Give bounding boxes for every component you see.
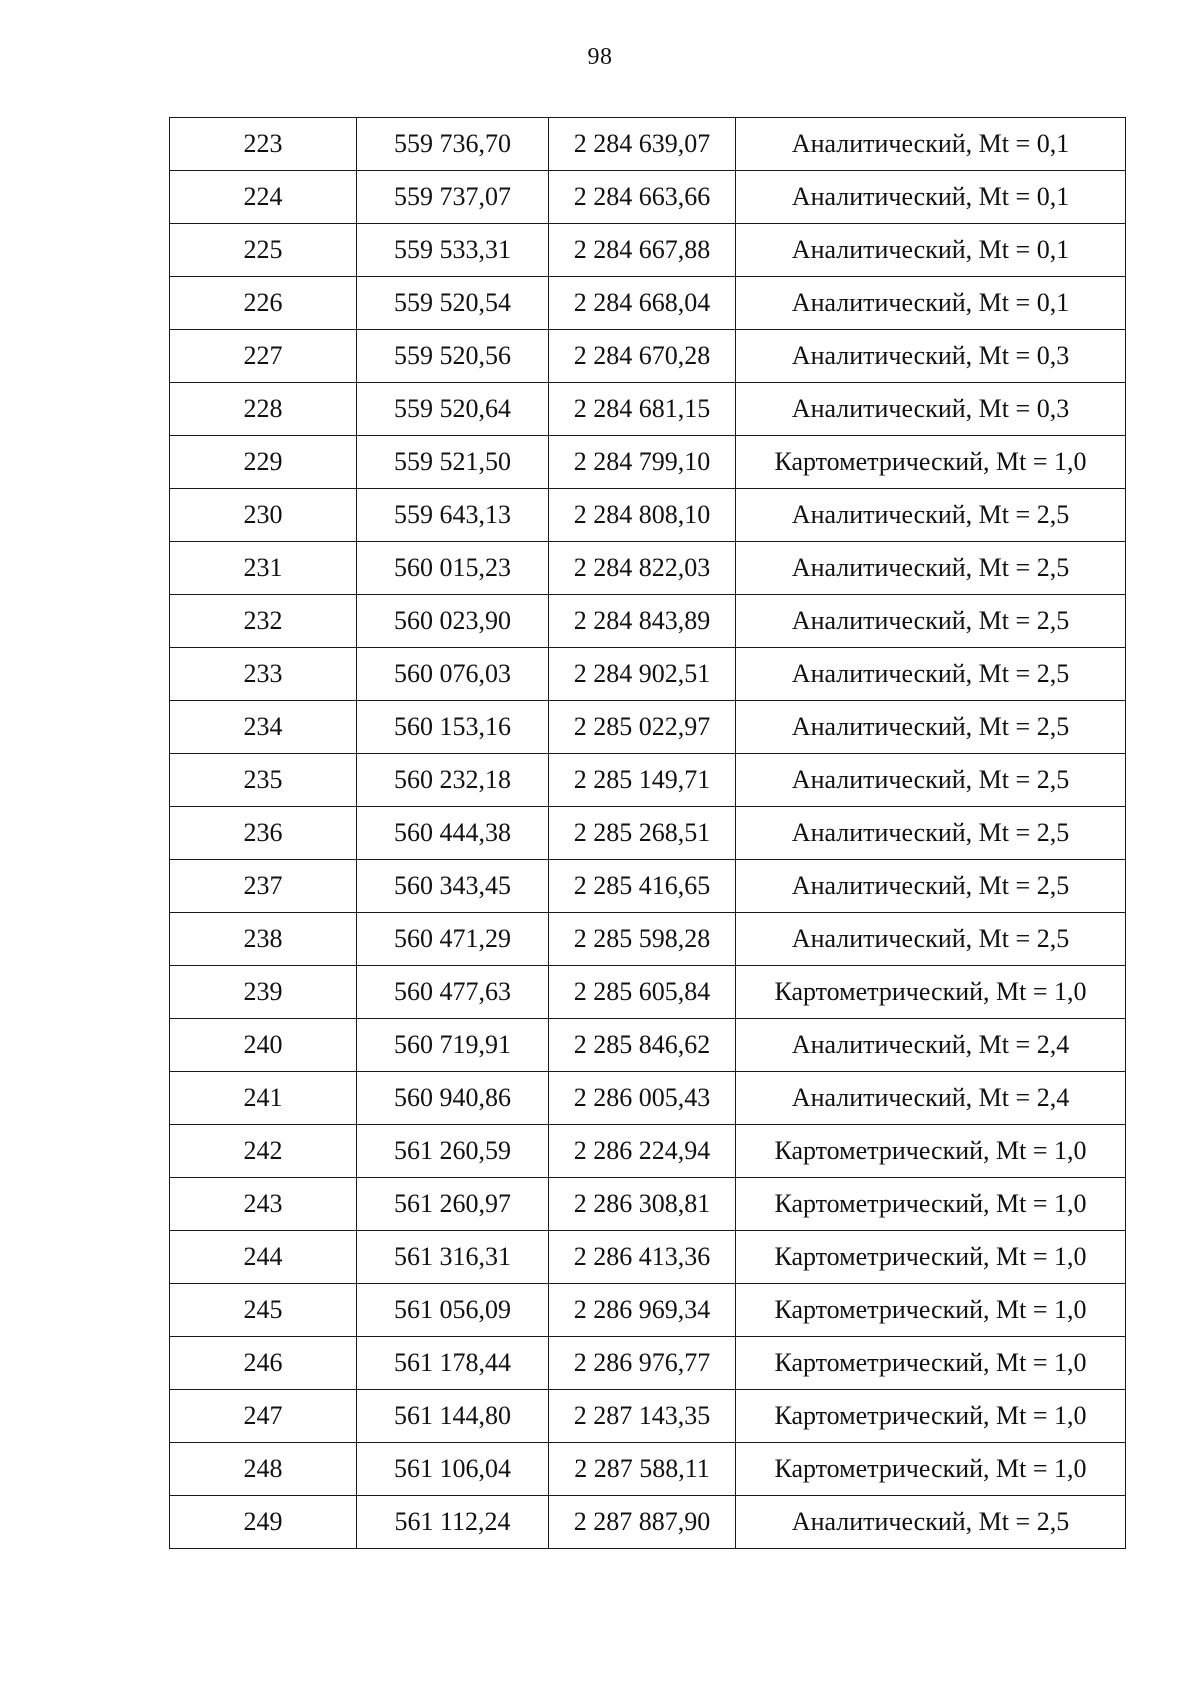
point-number-cell: 245 (170, 1284, 357, 1337)
method-cell: Картометрический, Mt = 1,0 (736, 1125, 1126, 1178)
point-number-cell: 246 (170, 1337, 357, 1390)
method-cell: Картометрический, Mt = 1,0 (736, 1443, 1126, 1496)
method-cell: Аналитический, Mt = 2,5 (736, 542, 1126, 595)
method-cell: Картометрический, Mt = 1,0 (736, 1390, 1126, 1443)
x-coordinate-cell: 559 521,50 (357, 436, 549, 489)
y-coordinate-cell: 2 285 416,65 (549, 860, 736, 913)
table-row (170, 224, 1126, 277)
table-row (170, 1072, 1126, 1125)
x-coordinate-cell: 561 260,97 (357, 1178, 549, 1231)
point-number-cell: 243 (170, 1178, 357, 1231)
table-row (170, 966, 1126, 1019)
y-coordinate-cell: 2 285 598,28 (549, 913, 736, 966)
coordinates-table (169, 117, 1126, 1549)
table-row (170, 1178, 1126, 1231)
method-cell: Аналитический, Mt = 2,5 (736, 648, 1126, 701)
y-coordinate-cell: 2 286 413,36 (549, 1231, 736, 1284)
y-coordinate-cell: 2 285 022,97 (549, 701, 736, 754)
y-coordinate-cell: 2 284 808,10 (549, 489, 736, 542)
table-row (170, 542, 1126, 595)
point-number-cell: 244 (170, 1231, 357, 1284)
x-coordinate-cell: 561 144,80 (357, 1390, 549, 1443)
x-coordinate-cell: 561 178,44 (357, 1337, 549, 1390)
x-coordinate-cell: 559 736,70 (357, 118, 549, 171)
y-coordinate-cell: 2 284 670,28 (549, 330, 736, 383)
point-number-cell: 224 (170, 171, 357, 224)
table-row (170, 1125, 1126, 1178)
point-number-cell: 233 (170, 648, 357, 701)
point-number-cell: 226 (170, 277, 357, 330)
y-coordinate-cell: 2 286 005,43 (549, 1072, 736, 1125)
y-coordinate-cell: 2 285 846,62 (549, 1019, 736, 1072)
table-row (170, 1231, 1126, 1284)
x-coordinate-cell: 560 471,29 (357, 913, 549, 966)
method-cell: Аналитический, Mt = 2,5 (736, 489, 1126, 542)
method-cell: Аналитический, Mt = 2,5 (736, 701, 1126, 754)
table-row (170, 1337, 1126, 1390)
table-row (170, 1390, 1126, 1443)
x-coordinate-cell: 560 343,45 (357, 860, 549, 913)
x-coordinate-cell: 560 153,16 (357, 701, 549, 754)
point-number-cell: 232 (170, 595, 357, 648)
point-number-cell: 228 (170, 383, 357, 436)
x-coordinate-cell: 559 737,07 (357, 171, 549, 224)
method-cell: Аналитический, Mt = 2,5 (736, 595, 1126, 648)
table-row (170, 118, 1126, 171)
y-coordinate-cell: 2 285 149,71 (549, 754, 736, 807)
y-coordinate-cell: 2 284 822,03 (549, 542, 736, 595)
table-row (170, 1284, 1126, 1337)
table-row (170, 171, 1126, 224)
method-cell: Картометрический, Mt = 1,0 (736, 1178, 1126, 1231)
x-coordinate-cell: 559 520,56 (357, 330, 549, 383)
point-number-cell: 238 (170, 913, 357, 966)
method-cell: Аналитический, Mt = 2,5 (736, 807, 1126, 860)
point-number-cell: 240 (170, 1019, 357, 1072)
page-number: 98 (587, 44, 613, 70)
x-coordinate-cell: 559 520,64 (357, 383, 549, 436)
x-coordinate-cell: 561 112,24 (357, 1496, 549, 1549)
point-number-cell: 236 (170, 807, 357, 860)
x-coordinate-cell: 560 023,90 (357, 595, 549, 648)
table-row (170, 595, 1126, 648)
y-coordinate-cell: 2 285 268,51 (549, 807, 736, 860)
point-number-cell: 231 (170, 542, 357, 595)
method-cell: Аналитический, Mt = 0,1 (736, 224, 1126, 277)
point-number-cell: 235 (170, 754, 357, 807)
table-row (170, 754, 1126, 807)
point-number-cell: 241 (170, 1072, 357, 1125)
table-row (170, 648, 1126, 701)
x-coordinate-cell: 560 015,23 (357, 542, 549, 595)
table-row (170, 489, 1126, 542)
point-number-cell: 249 (170, 1496, 357, 1549)
y-coordinate-cell: 2 287 143,35 (549, 1390, 736, 1443)
table-row (170, 913, 1126, 966)
method-cell: Аналитический, Mt = 0,3 (736, 330, 1126, 383)
y-coordinate-cell: 2 284 799,10 (549, 436, 736, 489)
method-cell: Аналитический, Mt = 2,5 (736, 754, 1126, 807)
method-cell: Картометрический, Mt = 1,0 (736, 1231, 1126, 1284)
x-coordinate-cell: 560 940,86 (357, 1072, 549, 1125)
y-coordinate-cell: 2 284 902,51 (549, 648, 736, 701)
point-number-cell: 227 (170, 330, 357, 383)
table-row (170, 330, 1126, 383)
point-number-cell: 225 (170, 224, 357, 277)
table-row (170, 807, 1126, 860)
y-coordinate-cell: 2 287 887,90 (549, 1496, 736, 1549)
method-cell: Картометрический, Mt = 1,0 (736, 966, 1126, 1019)
point-number-cell: 242 (170, 1125, 357, 1178)
y-coordinate-cell: 2 284 681,15 (549, 383, 736, 436)
method-cell: Картометрический, Mt = 1,0 (736, 1337, 1126, 1390)
method-cell: Аналитический, Mt = 2,5 (736, 1496, 1126, 1549)
x-coordinate-cell: 560 719,91 (357, 1019, 549, 1072)
point-number-cell: 229 (170, 436, 357, 489)
y-coordinate-cell: 2 284 667,88 (549, 224, 736, 277)
point-number-cell: 239 (170, 966, 357, 1019)
table-row (170, 436, 1126, 489)
table-row (170, 860, 1126, 913)
x-coordinate-cell: 560 076,03 (357, 648, 549, 701)
y-coordinate-cell: 2 287 588,11 (549, 1443, 736, 1496)
y-coordinate-cell: 2 285 605,84 (549, 966, 736, 1019)
point-number-cell: 234 (170, 701, 357, 754)
x-coordinate-cell: 559 643,13 (357, 489, 549, 542)
y-coordinate-cell: 2 286 308,81 (549, 1178, 736, 1231)
x-coordinate-cell: 560 444,38 (357, 807, 549, 860)
method-cell: Аналитический, Mt = 0,1 (736, 118, 1126, 171)
table-row (170, 1443, 1126, 1496)
table-row (170, 701, 1126, 754)
y-coordinate-cell: 2 284 639,07 (549, 118, 736, 171)
x-coordinate-cell: 561 316,31 (357, 1231, 549, 1284)
x-coordinate-cell: 561 056,09 (357, 1284, 549, 1337)
method-cell: Аналитический, Mt = 0,1 (736, 277, 1126, 330)
method-cell: Аналитический, Mt = 2,5 (736, 913, 1126, 966)
point-number-cell: 247 (170, 1390, 357, 1443)
x-coordinate-cell: 560 477,63 (357, 966, 549, 1019)
y-coordinate-cell: 2 286 976,77 (549, 1337, 736, 1390)
y-coordinate-cell: 2 284 668,04 (549, 277, 736, 330)
point-number-cell: 230 (170, 489, 357, 542)
y-coordinate-cell: 2 284 663,66 (549, 171, 736, 224)
point-number-cell: 248 (170, 1443, 357, 1496)
method-cell: Аналитический, Mt = 0,1 (736, 171, 1126, 224)
point-number-cell: 237 (170, 860, 357, 913)
method-cell: Аналитический, Mt = 2,4 (736, 1019, 1126, 1072)
method-cell: Аналитический, Mt = 0,3 (736, 383, 1126, 436)
x-coordinate-cell: 561 260,59 (357, 1125, 549, 1178)
method-cell: Аналитический, Mt = 2,4 (736, 1072, 1126, 1125)
table-row (170, 1496, 1126, 1549)
x-coordinate-cell: 559 520,54 (357, 277, 549, 330)
y-coordinate-cell: 2 284 843,89 (549, 595, 736, 648)
table-row (170, 383, 1126, 436)
x-coordinate-cell: 559 533,31 (357, 224, 549, 277)
method-cell: Аналитический, Mt = 2,5 (736, 860, 1126, 913)
method-cell: Картометрический, Mt = 1,0 (736, 436, 1126, 489)
x-coordinate-cell: 561 106,04 (357, 1443, 549, 1496)
table-row (170, 1019, 1126, 1072)
y-coordinate-cell: 2 286 969,34 (549, 1284, 736, 1337)
method-cell: Картометрический, Mt = 1,0 (736, 1284, 1126, 1337)
table-row (170, 277, 1126, 330)
y-coordinate-cell: 2 286 224,94 (549, 1125, 736, 1178)
point-number-cell: 223 (170, 118, 357, 171)
coordinates-table-body (170, 118, 1126, 1549)
x-coordinate-cell: 560 232,18 (357, 754, 549, 807)
